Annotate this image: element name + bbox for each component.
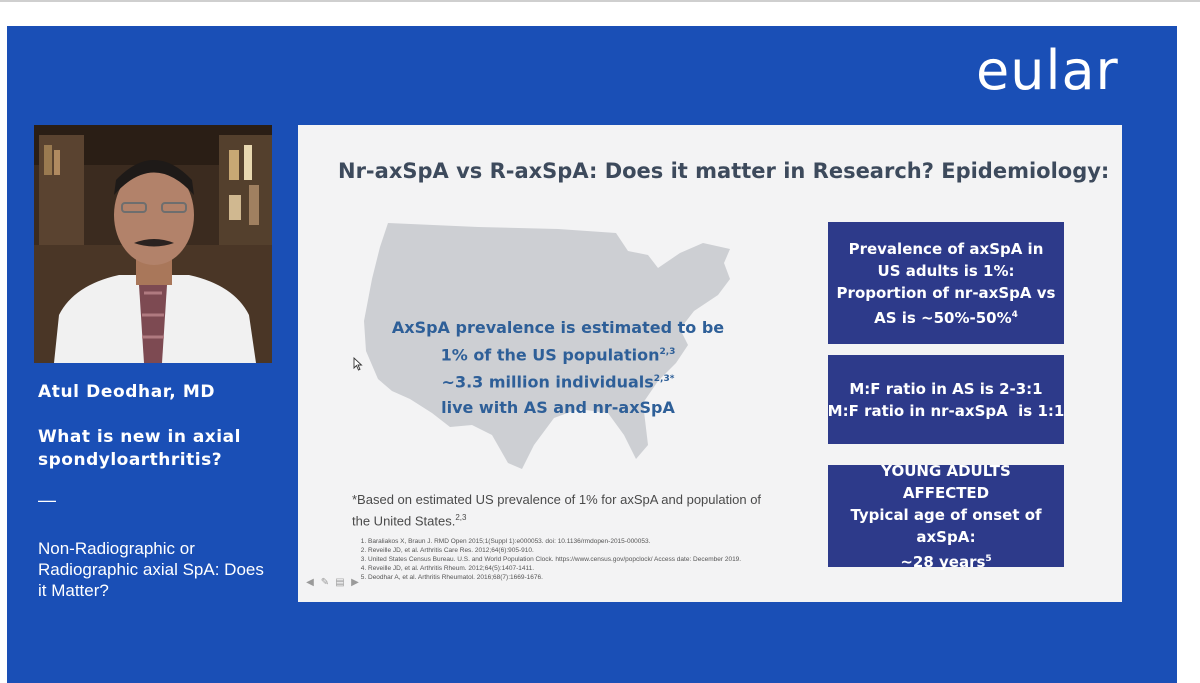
back-arrow-icon[interactable]: ◀ bbox=[306, 577, 314, 588]
speaker-video bbox=[34, 125, 272, 363]
eular-logo: eular bbox=[976, 39, 1119, 102]
age-of-onset-label: Typical age of onset of axSpA: bbox=[850, 505, 1042, 546]
prevalence-box-content bbox=[836, 238, 1056, 329]
age-of-onset-value-text: ~28 years bbox=[900, 552, 986, 571]
reference-item: 4. Reveille JD, et al. Arthritis Rheum. 2012;64(5):1407-1411. bbox=[368, 564, 848, 573]
slides-icon[interactable]: ▤ bbox=[335, 577, 345, 588]
talk-title: What is new in axial spondyloarthritis? bbox=[38, 427, 241, 470]
pen-icon[interactable]: ✎ bbox=[320, 577, 330, 588]
prevalence-box bbox=[828, 222, 1064, 344]
prevalence-line-1: AxSpA prevalence is estimated to be bbox=[391, 318, 725, 337]
age-of-onset-value bbox=[836, 548, 1056, 573]
prevalence-footnote-ref: 2,3 bbox=[455, 513, 467, 522]
prevalence-box-line-2-text: Proportion of nr-axSpA vs AS is ~50%-50% bbox=[836, 283, 1056, 327]
age-of-onset-box bbox=[828, 461, 1064, 571]
prevalence-line-2-ref: 2,3 bbox=[659, 347, 676, 357]
session-subtitle: Non-Radiographic or Radiographic axial SpA: Does it Matter? bbox=[38, 539, 264, 600]
prevalence-footnote-text: *Based on estimated US prevalence of 1% for axSpA and population of the United States. bbox=[352, 492, 762, 529]
presentation-slide bbox=[298, 125, 1122, 602]
references-list bbox=[356, 537, 848, 582]
prevalence-summary bbox=[378, 315, 738, 420]
forward-arrow-icon[interactable]: ▶ bbox=[351, 577, 359, 588]
age-of-onset-box-content bbox=[836, 460, 1056, 573]
prevalence-line-3-text: ~3.3 million individuals bbox=[441, 372, 654, 392]
prevalence-line-4: live with AS and nr-axSpA bbox=[441, 397, 675, 417]
age-of-onset-ref: 5 bbox=[985, 553, 992, 564]
slide-nav-controls bbox=[304, 577, 361, 588]
speaker-video-frame bbox=[34, 125, 272, 363]
reference-item: 3. United States Census Bureau. U.S. and World Population Clock. https://www.census.gov/popclock/ Access date: December 2019. bbox=[368, 555, 848, 564]
title-separator: — bbox=[38, 490, 56, 510]
prevalence-box-line-1: Prevalence of axSpA in US adults is 1%: bbox=[848, 239, 1044, 280]
reference-item: 2. Reveille JD, et al. Arthritis Care Res. 2012;64(6):905-910. bbox=[368, 546, 848, 555]
prevalence-footnote bbox=[352, 491, 782, 530]
sex-ratio-box bbox=[828, 355, 1064, 444]
sex-ratio-nr-axspa: M:F ratio in nr-axSpA is 1:1 bbox=[827, 401, 1065, 420]
young-adults-heading: YOUNG ADULTS AFFECTED bbox=[881, 461, 1011, 502]
reference-item: 1. Baraliakos X, Braun J. RMD Open 2015;1(Suppl 1):e000053. doi: 10.1136/rmdopen-2015-000053. bbox=[368, 537, 848, 546]
sex-ratio-box-content bbox=[828, 378, 1065, 422]
speaker-name: Atul Deodhar, MD bbox=[38, 382, 216, 402]
prevalence-box-ref: 4 bbox=[1011, 309, 1018, 320]
mouse-cursor-icon bbox=[353, 357, 363, 371]
window-top-border bbox=[0, 0, 1200, 2]
prevalence-box-line-2 bbox=[836, 282, 1056, 329]
prevalence-line-2 bbox=[378, 340, 738, 367]
prevalence-line-3 bbox=[378, 367, 738, 394]
prevalence-line-2-text: 1% of the US population bbox=[440, 345, 660, 365]
reference-item: 5. Deodhar A, et al. Arthritis Rheumatol. 2016;68(7):1669-1676. bbox=[368, 573, 848, 582]
prevalence-line-3-ref: 2,3* bbox=[653, 374, 675, 385]
slide-title: Nr-axSpA vs R-axSpA: Does it matter in Research? Epidemiology: bbox=[338, 159, 1110, 183]
sex-ratio-as: M:F ratio in AS is 2-3:1 bbox=[849, 379, 1043, 398]
